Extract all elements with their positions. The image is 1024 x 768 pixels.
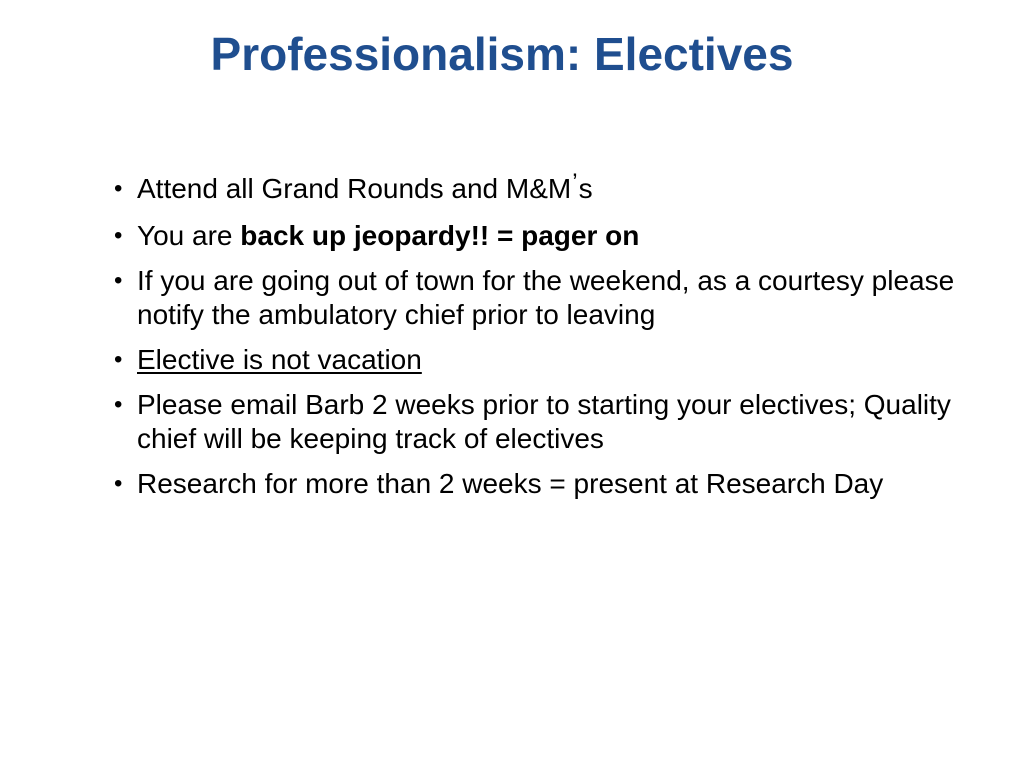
bullet-text: You are bbox=[137, 220, 241, 251]
bullet-apostrophe: ’ bbox=[572, 169, 578, 196]
bullet-dot: • bbox=[114, 470, 123, 497]
bullet-text: If you are going out of town for the weekend, as a courtesy please notify the ambulatory chief prior to leaving bbox=[137, 265, 955, 330]
bullet-underlined-text: Elective is not vacation bbox=[137, 344, 422, 375]
bullet-text: Attend all Grand Rounds and M&M bbox=[137, 173, 572, 204]
bullet-dot: • bbox=[114, 346, 123, 373]
bullet-item-research-day bbox=[114, 467, 1014, 501]
bullet-item-not-vacation bbox=[114, 343, 1014, 377]
bullet-bold-text: back up jeopardy!! = pager on bbox=[240, 220, 640, 251]
bullet-item-grand-rounds bbox=[114, 169, 1014, 208]
bullet-list bbox=[114, 169, 1014, 512]
bullet-dot: • bbox=[114, 267, 123, 294]
bullet-text: Please email Barb 2 weeks prior to starting your electives; Quality chief will be keeping track of electives bbox=[137, 389, 951, 454]
bullet-text-suffix: s bbox=[578, 173, 593, 204]
bullet-dot: • bbox=[114, 391, 123, 418]
bullet-dot: • bbox=[114, 222, 123, 249]
bullet-text: Research for more than 2 weeks = present at Research Day bbox=[137, 468, 884, 499]
bullet-item-email-barb bbox=[114, 388, 1014, 456]
bullet-dot: • bbox=[114, 175, 123, 202]
bullet-item-jeopardy bbox=[114, 219, 1014, 253]
bullet-item-out-of-town bbox=[114, 264, 1014, 332]
slide-title: Professionalism: Electives bbox=[210, 28, 794, 80]
